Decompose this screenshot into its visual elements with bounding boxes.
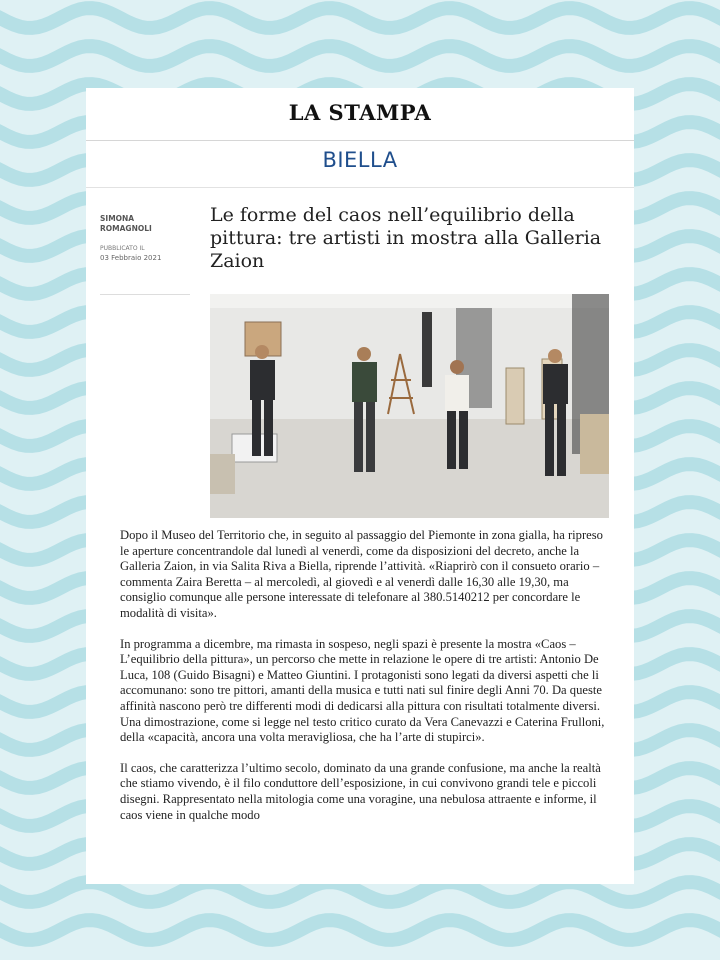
masthead-divider: [86, 140, 634, 141]
body-paragraph: Dopo il Museo del Territorio che, in seguito al passaggio del Piemonte in zona gialla, ha ripreso le aperture concentrandole dal lunedì al venerdì, come da disposizioni del decreto, anche la Galleria Zaion, in via Salita Riva a Biella, riprende l’attività. «Riaprirò con il consueto orario – commenta Zaira Beretta – al mercoledì, al giovedì e al venerdì dalle 16,30 alle 19,30, ma consiglio comunque alle persone interessate di telefonare al 380.5140212 per concordare le modalità di visita».: [120, 528, 603, 620]
author-divider: [100, 294, 190, 295]
body-paragraph: Il caos, che caratterizza l’ultimo secolo, dominato da una grande confusione, ma anche la realtà che stiamo vivendo, è il filo conduttore dell’esposizione, in cui convivono grandi tele e piccoli disegni. Rappresentato nella mitologia come una voragine, una nebulosa attraente e informe, il caos viene in qualche modo: [120, 760, 601, 822]
newspaper-clipping: [86, 88, 634, 884]
section-divider: [86, 187, 634, 188]
author-name: SIMONA ROMAGNOLI: [100, 214, 152, 233]
section-title: BIELLA: [322, 148, 398, 172]
gallery-photo: [210, 294, 609, 518]
masthead-logo: LA STAMPA: [288, 100, 432, 125]
published-date: 03 Febbraio 2021: [100, 254, 162, 262]
published-label: PUBBLICATO IL: [100, 245, 145, 252]
article-headline: Le forme del caos nell’equilibrio della pittura: tre artisti in mostra alla Galleria Zaion: [210, 204, 602, 272]
article-body: [120, 528, 612, 838]
body-paragraph: In programma a dicembre, ma rimasta in sospeso, negli spazi è presente la mostra «Caos – L’equilibrio della pittura», un percorso che mette in relazione le opere di tre artisti: Antonio De Luca, 108 (Guido Bisagni) e Matteo Giuntini. I protagonisti sono legati da diversi aspetti che li accomunano: sono tre pittori, amanti della musica e tutti nati sul finire degli Anni 70. Da queste affinità nascono però tre differenti modi di dedicarsi alla pittura con risultati totalmente diversi. Una dimostrazione, come si legge nel testo critico curato da Vera Canevazzi e Caterina Frulloni, della «capacità, ancora una volta meravigliosa, che ha l’arte di stupirci».: [120, 636, 605, 745]
